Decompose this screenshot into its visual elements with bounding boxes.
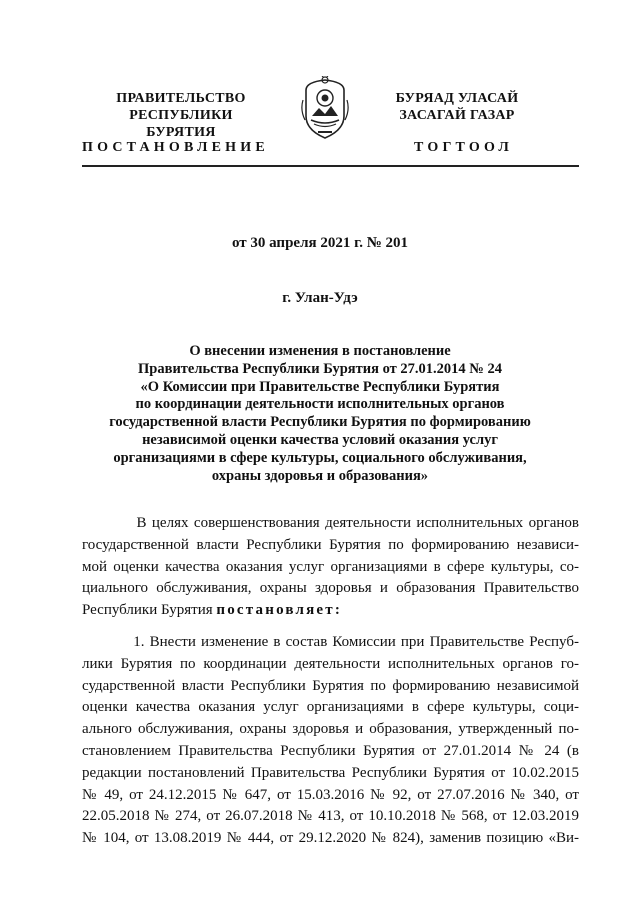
paragraph-line: редакции постановлений Правительства Республики Бурятия от 10.02.2015: [82, 764, 579, 781]
paragraph-line: государственной власти Республики Бурятия по формированию независи-: [82, 536, 579, 553]
paragraph-line: оценки качества оказания услуг организациями в сфере культуры, соци-: [82, 699, 579, 716]
paragraph-line: 22.05.2018 № 274, от 26.07.2018 № 413, от 10.10.2018 № 568, от 12.03.2019: [82, 808, 579, 825]
paragraph-line: мой оценки качества оказания услуг организациями в сфере культуры, со-: [82, 558, 579, 575]
paragraph-line: становлением Правительства Республики Бурятия от 27.01.2014 № 24 (в: [82, 742, 579, 759]
title-line: организациями в сфере культуры, социального обслуживания,: [113, 449, 527, 466]
header-left-line1: ПРАВИТЕЛЬСТВО: [116, 91, 246, 106]
header-right-org: [372, 90, 542, 124]
doc-type-left: ПОСТАНОВЛЕНИЕ: [82, 140, 269, 155]
title-line: по координации деятельности исполнительных органов: [135, 396, 505, 413]
paragraph-line: 1. Внести изменение в состав Комиссии при Правительстве Респуб-: [82, 634, 579, 650]
header-right-line1: БУРЯАД УЛАСАЙ: [395, 91, 519, 106]
header-left-line2: РЕСПУБЛИКИ БУРЯТИЯ: [129, 108, 233, 140]
paragraph-line: [82, 600, 579, 622]
paragraph-line: № 104, от 13.08.2019 № 444, от 29.12.2020 № 824), заменив позицию «Ви-: [82, 830, 579, 847]
resolves-keyword: постановляет:: [216, 602, 343, 619]
doc-type-right: ТОГТООЛ: [414, 140, 514, 155]
paragraph-line: В целях совершенствования деятельности исполнительных органов: [82, 515, 579, 531]
coat-of-arms-emblem-icon: [300, 76, 350, 140]
paragraph-line: ального обслуживания, охраны здоровья и образования, утвержденный по-: [82, 721, 579, 738]
title-line: государственной власти Республики Бурятия по формированию: [109, 414, 531, 431]
title-line: «О Комиссии при Правительстве Республики Бурятия: [140, 378, 500, 395]
paragraph-item-1: [82, 632, 579, 850]
paragraph-line: лики Бурятия по координации деятельности исполнительных органов го-: [82, 655, 579, 672]
title-line: Правительства Республики Бурятия от 27.01.2014 № 24: [138, 360, 502, 377]
paragraph-line: циального обслуживания, охраны здоровья и образования Правительство: [82, 580, 579, 597]
paragraph-line-prefix: Республики Бурятия: [82, 602, 217, 619]
document-title: [95, 343, 545, 485]
header-divider: [82, 165, 579, 167]
document-city: г. Улан-Удэ: [282, 290, 358, 306]
title-line: О внесении изменения в постановление: [189, 343, 451, 359]
header-right-line2: ЗАСАГАЙ ГАЗАР: [399, 108, 515, 123]
paragraph-line: № 49, от 24.12.2015 № 647, от 15.03.2016 № 92, от 27.07.2016 № 340, от: [82, 786, 579, 803]
title-line: независимой оценки качества условий оказания услуг: [142, 431, 498, 448]
paragraph-line: сударственной власти Республики Бурятия по формированию независимой: [82, 677, 579, 694]
document-date-number: от 30 апреля 2021 г. № 201: [231, 235, 409, 251]
paragraph-preamble: [82, 513, 579, 622]
header-left-org: [96, 90, 266, 141]
title-line: охраны здоровья и образования»: [211, 467, 429, 484]
